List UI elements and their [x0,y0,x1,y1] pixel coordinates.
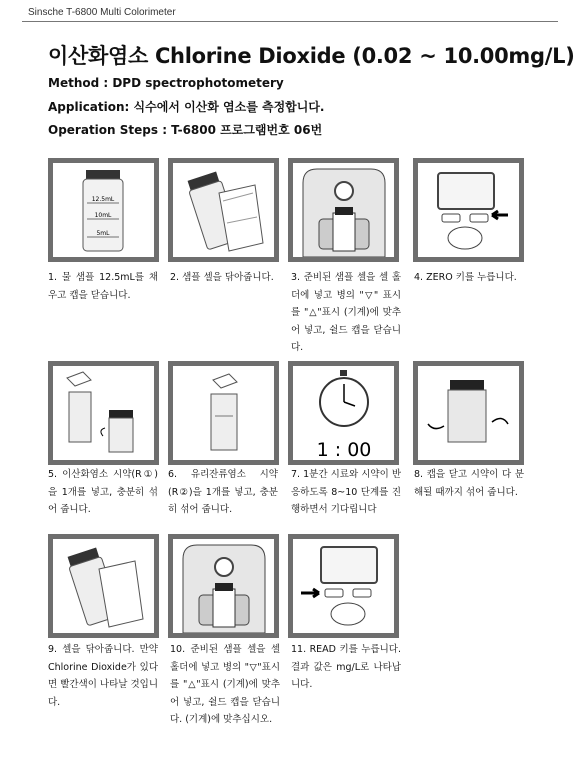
step-4-illustration [413,158,524,262]
step-11-illustration [288,534,399,638]
bottle-label-5: 5mL [96,230,110,237]
operation-steps-line: Operation Steps : T-6800 프로그램번호 06번 [48,123,323,137]
bottle-label-12-5: 12.5mL [91,196,115,203]
step-3-caption: 3. 준비된 샘플 셀을 셀 홀더에 넣고 병의 "▽" 표시를 "△"표시 (기계)에 맞추어 넣고, 쉴드 캡을 닫습니다. [291,272,401,353]
step-9-caption: 9. 셀을 닦아줍니다. 만약 Chlorine Dioxide가 있다면 빨간색이 나타날 것입니다. [48,644,159,708]
step-8-illustration [413,361,524,465]
step-10-illustration [168,534,279,638]
page-title: 이산화염소 Chlorine Dioxide (0.02 ~ 10.00mg/L) [48,44,575,68]
step-6-illustration [168,361,279,465]
step-11-caption: 11. READ 키를 누릅니다. 결과 값은 mg/L로 나타납니다. [291,644,401,690]
page-header: Sinsche T-6800 Multi Colorimeter [28,7,176,18]
step-2-illustration [168,158,279,262]
step-7-illustration [288,361,399,465]
step-5-illustration [48,361,159,465]
step-2-caption: 2. 샘플 셀을 닦아줍니다. [170,272,274,283]
step-1-caption: 1. 물 샘플 12.5mL를 채우고 캡을 닫습니다. [48,272,158,301]
step-10-caption: 10. 준비된 샘플 셀을 셀 홀더에 넣고 병의 "▽"표시를 "△"표시 (기계)에 맞추어 넣고, 쉴드 캡을 닫습니다. (기계)에 맞추십시오. [170,644,280,725]
bottle-label-10: 10mL [94,212,112,219]
timer-readout: 1 : 00 [316,439,372,460]
application-line: Application: 식수에서 이산화 염소를 측정합니다. [48,100,325,114]
step-9-illustration [48,534,159,638]
method-line: Method : DPD spectrophotometery [48,76,284,90]
step-5-caption: 5. 이산화염소 시약(R①)을 1개를 넣고, 충분히 섞어 줍니다. [48,469,158,515]
step-1-illustration [48,158,159,262]
step-3-illustration [288,158,399,262]
step-7-caption: 7. 1분간 시료와 시약이 반응하도록 8~10 단계를 진행하면서 기다립니다 [291,469,401,515]
header-rule [22,21,558,22]
step-4-caption: 4. ZERO 키를 누릅니다. [414,272,517,283]
step-8-caption: 8. 캡을 닫고 시약이 다 분해될 때까지 섞어 줍니다. [414,469,524,498]
step-6-caption: 6. 유리잔류염소 시약 (R②)을 1개를 넣고, 충분히 섞어 줍니다. [168,469,278,515]
